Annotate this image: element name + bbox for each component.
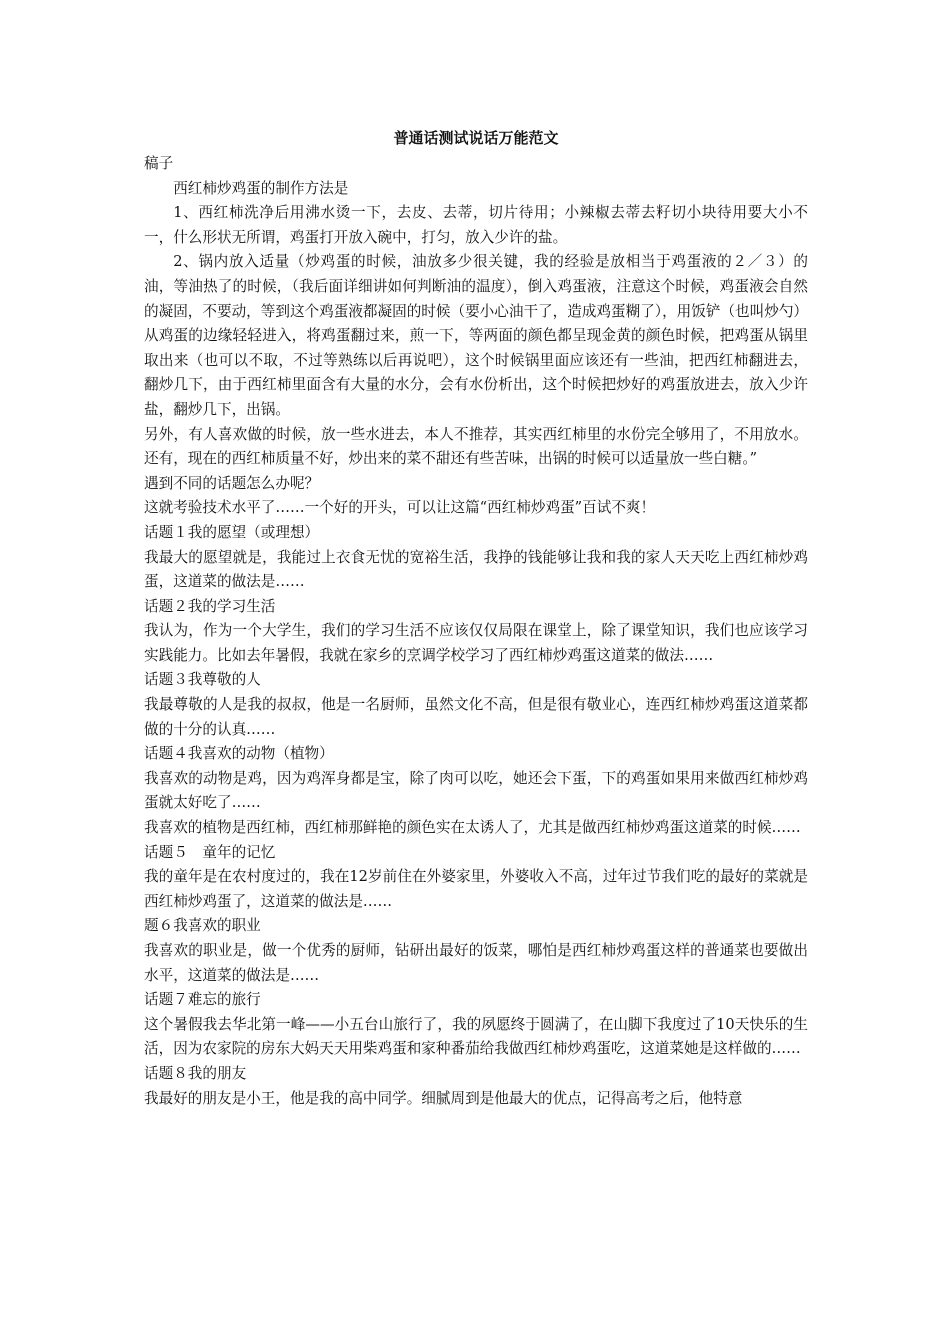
topic-heading: 话题７难忘的旅行 (144, 991, 261, 1009)
paragraph: 1、西红柿洗净后用沸水烫一下，去皮、去蒂，切片待用；小辣椒去蒂去籽切小块待用要大小不一，什么形状无所谓，鸡蛋打开放入碗中，打匀，放入少许的盐。 (144, 204, 808, 246)
paragraph: 这个暑假我去华北第一峰——小五台山旅行了，我的夙愿终于圆满了，在山脚下我度过了10天快乐的生活，因为农家院的房东大妈天天用柴鸡蛋和家种番茄给我做西红柿炒鸡蛋吃，这道菜她是这样做的…… (144, 1015, 808, 1058)
paragraph: 我最好的朋友是小王，他是我的高中同学。细腻周到是他最大的优点，记得高考之后，他特意 (144, 1089, 743, 1107)
paragraph: 遇到不同的话题怎么办呢？ (144, 474, 320, 492)
paragraph: 我的童年是在农村度过的，我在12岁前住在外婆家里，外婆收入不高，过年过节我们吃的最好的菜就是西红柿炒鸡蛋了，这道菜的做法是…… (144, 868, 808, 910)
paragraph: 我喜欢的职业是，做一个优秀的厨师，钻研出最好的饭菜，哪怕是西红柿炒鸡蛋这样的普通菜也要做出水平，这道菜的做法是…… (144, 942, 808, 984)
topic-heading: 题６我喜欢的职业 (144, 917, 261, 935)
topic-heading: 话题８我的朋友 (144, 1064, 247, 1082)
paragraph: 我最大的愿望就是，我能过上衣食无忧的宽裕生活，我挣的钱能够让我和我的家人天天吃上西红柿炒鸡蛋，这道菜的做法是…… (144, 548, 808, 591)
document-body (144, 152, 808, 1111)
document-title: 普通话测试说话万能范文 (393, 129, 559, 147)
paragraph: 2、锅内放入适量（炒鸡蛋的时候，油放多少很关键，我的经验是放相当于鸡蛋液的２／３）的油，等油热了的时候，（我后面详细讲如何判断油的温度），倒入鸡蛋液，注意这个时候，鸡蛋液会自然的凝固，不要动，等到这个鸡蛋液都凝固的时候（要小心油干了，造成鸡蛋糊了），用饭铲（也叫炒勺）从鸡蛋的边缘轻轻进入，将鸡蛋翻过来，煎一下，等两面的颜色都呈现金黄的颜色时候，把鸡蛋从锅里取出来（也可以不取，不过等熟练以后再说吧），这个时候锅里面应该还有一些油，把西红柿翻进去，翻炒几下，由于西红柿里面含有大量的水分，会有水份析出，这个时候把炒好的鸡蛋放进去，放入少许盐，翻炒几下，出锅。 (144, 253, 809, 418)
topic-heading: 话题１我的愿望（或理想） (144, 523, 320, 541)
paragraph: 另外，有人喜欢做的时候，放一些水进去，本人不推荐，其实西红柿里的水份完全够用了，不用放水。还有，现在的西红柿质量不好，炒出来的菜不甜还有些苦味，出锅的时候可以适量放一些白糖。” (144, 425, 808, 468)
paragraph: 我喜欢的动物是鸡，因为鸡浑身都是宝，除了肉可以吃，她还会下蛋，下的鸡蛋如果用来做西红柿炒鸡蛋就太好吃了…… (144, 769, 808, 812)
document-page (144, 128, 808, 1111)
topic-heading: 话题３我尊敬的人 (144, 671, 261, 689)
paragraph: 西红柿炒鸡蛋的制作方法是 (173, 179, 349, 197)
paragraph: 稿子 (144, 155, 174, 172)
topic-heading: 话题５ 童年的记忆 (144, 843, 276, 861)
topic-heading: 话题４我喜欢的动物（植物） (144, 745, 334, 763)
topic-heading: 话题２我的学习生活 (144, 597, 276, 615)
paragraph: 这就考验技术水平了……一个好的开头，可以让这篇“西红柿炒鸡蛋”百试不爽！ (144, 499, 656, 517)
paragraph: 我喜欢的植物是西红柿，西红柿那鲜艳的颜色实在太诱人了，尤其是做西红柿炒鸡蛋这道菜的时候…… (144, 819, 801, 837)
paragraph: 我认为，作为一个大学生，我们的学习生活不应该仅仅局限在课堂上，除了课堂知识，我们也应该学习实践能力。比如去年暑假，我就在家乡的烹调学校学习了西红柿炒鸡蛋这道菜的做法…… (144, 622, 808, 664)
paragraph: 我最尊敬的人是我的叔叔，他是一名厨师，虽然文化不高，但是很有敬业心，连西红柿炒鸡蛋这道菜都做的十分的认真…… (144, 696, 808, 738)
